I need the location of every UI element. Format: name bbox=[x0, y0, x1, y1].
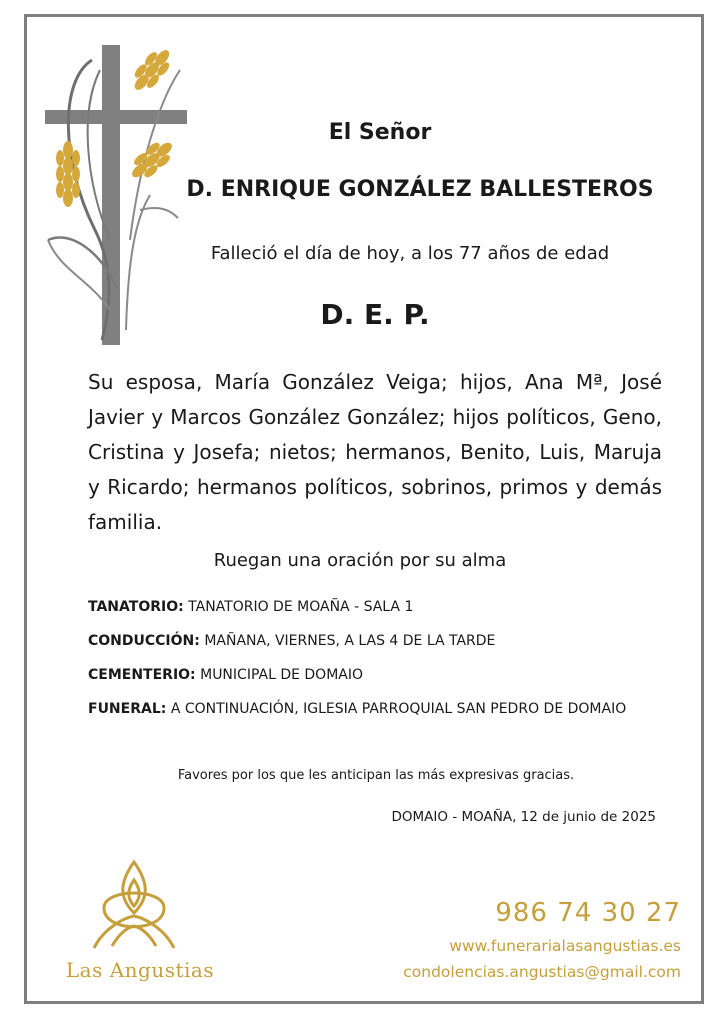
detail-label: CONDUCCIÓN: bbox=[88, 633, 200, 649]
rip-heading: D. E. P. bbox=[320, 298, 430, 331]
company-email-link[interactable]: condolencias.angustias@gmail.com bbox=[403, 963, 681, 981]
salutation: El Señor bbox=[328, 120, 432, 145]
prayer-line: Ruegan una oración por su alma bbox=[213, 550, 507, 571]
detail-value: TANATORIO DE MOAÑA - SALA 1 bbox=[188, 599, 414, 615]
age-line: Falleció el día de hoy, a los 77 años de edad bbox=[210, 243, 610, 264]
deceased-name: D. ENRIQUE GONZÁLEZ BALLESTEROS bbox=[186, 177, 654, 202]
family-paragraph: Su esposa, María González Veiga; hijos, Ana Mª, José Javier y Marcos González González; hijos políticos, Geno, Cristina y Josefa; nietos; hermanos, Benito, Luis, Maruja y Ricardo; hermanos políticos, sobrinos, primos y demás familia. bbox=[88, 370, 662, 534]
detail-tanatorio bbox=[88, 597, 664, 617]
detail-value: MUNICIPAL DE DOMAIO bbox=[200, 667, 363, 683]
detail-label: TANATORIO: bbox=[88, 599, 184, 615]
detail-cementerio bbox=[88, 665, 664, 685]
detail-label: FUNERAL: bbox=[88, 701, 167, 717]
detail-value: MAÑANA, VIERNES, A LAS 4 DE LA TARDE bbox=[204, 633, 496, 649]
detail-funeral bbox=[88, 699, 664, 719]
service-details bbox=[88, 597, 664, 733]
place-date: DOMAIO - MOAÑA, 12 de junio de 2025 bbox=[391, 809, 656, 825]
detail-label: CEMENTERIO: bbox=[88, 667, 196, 683]
detail-conduccion bbox=[88, 631, 664, 651]
company-phone: 986 74 30 27 bbox=[495, 898, 681, 928]
company-website-link[interactable]: www.funerarialasangustias.es bbox=[449, 937, 681, 955]
thanks-line: Favores por los que les anticipan las más expresivas gracias. bbox=[177, 768, 575, 783]
company-brand: Las Angustias bbox=[65, 958, 215, 982]
detail-value: A CONTINUACIÓN, IGLESIA PARROQUIAL SAN PEDRO DE DOMAIO bbox=[170, 701, 627, 717]
las-angustias-logo-icon bbox=[64, 858, 204, 958]
